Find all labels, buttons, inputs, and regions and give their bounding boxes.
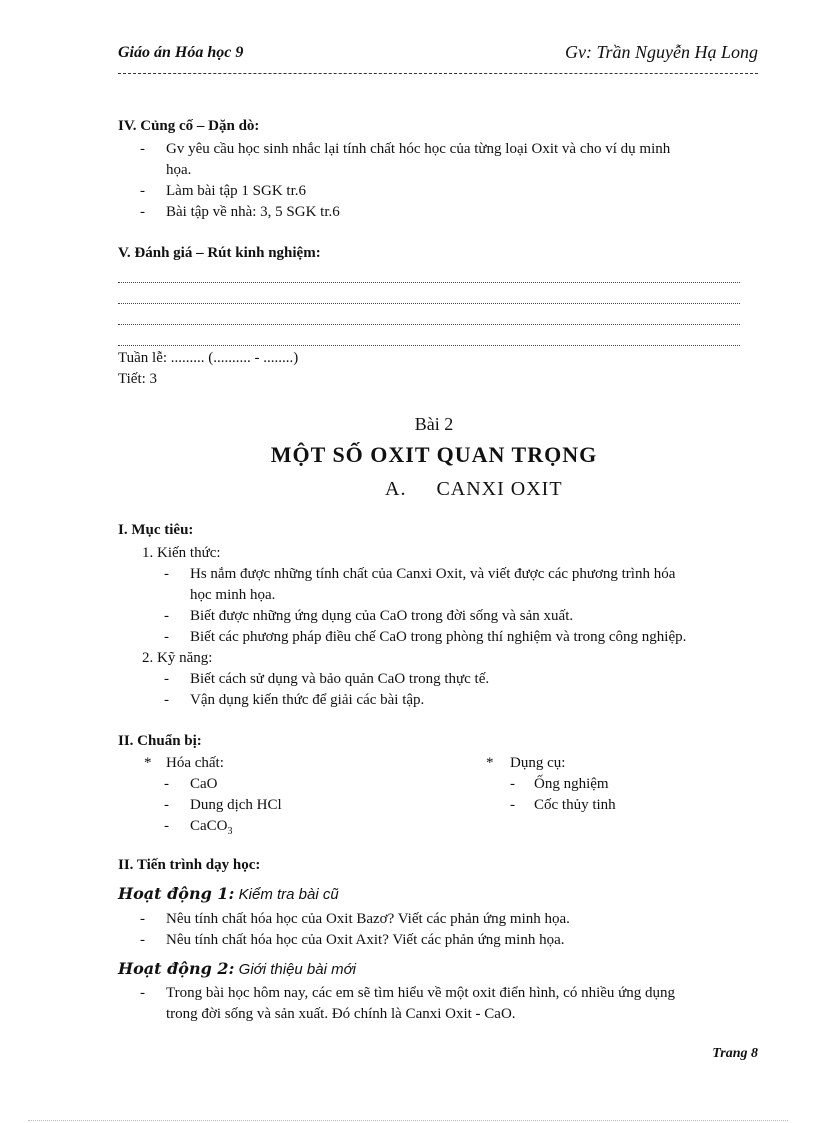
section-i-title: I. Mục tiêu: [118, 522, 194, 538]
section-ii-title: II. Chuẩn bị: [118, 733, 202, 749]
activity-2-heading: Hoạt động 2: Giới thiệu bài mới [118, 959, 356, 978]
section-iii-title: II. Tiến trình dạy học: [118, 857, 261, 873]
lesson-subtitle: A. CANXI OXIT [385, 478, 563, 500]
chemicals-heading: * Hóa chất: [144, 755, 224, 771]
list-item-cont: họa. [166, 162, 192, 178]
header-teacher: Gv: Trần Nguyễn Hạ Long [565, 42, 758, 62]
section-iv-title: IV. Củng cố – Dặn dò: [118, 118, 260, 134]
footer-rule [28, 1120, 788, 1121]
header-subject: Giáo án Hóa học 9 [118, 44, 244, 61]
equipment-heading: * Dụng cụ: [486, 755, 566, 771]
header-rule [118, 73, 758, 74]
lesson-title: MỘT SỐ OXIT QUAN TRỌNG [270, 442, 598, 467]
list-item-cont: học minh họa. [190, 587, 276, 603]
list-item-cont: trong đời sống và sản xuất. Đó chính là Canxi Oxit - CaO. [166, 1006, 516, 1022]
activity-1-heading: Hoạt động 1: Kiểm tra bài cũ [118, 884, 339, 903]
subsection-knowledge: 1. Kiến thức: [142, 545, 221, 561]
section-v-title: V. Đánh giá – Rút kinh nghiệm: [118, 245, 321, 261]
lesson-number: Bài 2 [414, 414, 454, 434]
blank-line [118, 335, 740, 346]
page-number: Trang 8 [712, 1046, 758, 1061]
blank-line [118, 314, 740, 325]
blank-line [118, 293, 740, 304]
period-field: Tiết: 3 [118, 371, 158, 387]
week-field: Tuần lễ: ......... (.......... - ........) [118, 350, 299, 366]
blank-line [118, 272, 740, 283]
subsection-skills: 2. Kỹ năng: [142, 650, 213, 666]
